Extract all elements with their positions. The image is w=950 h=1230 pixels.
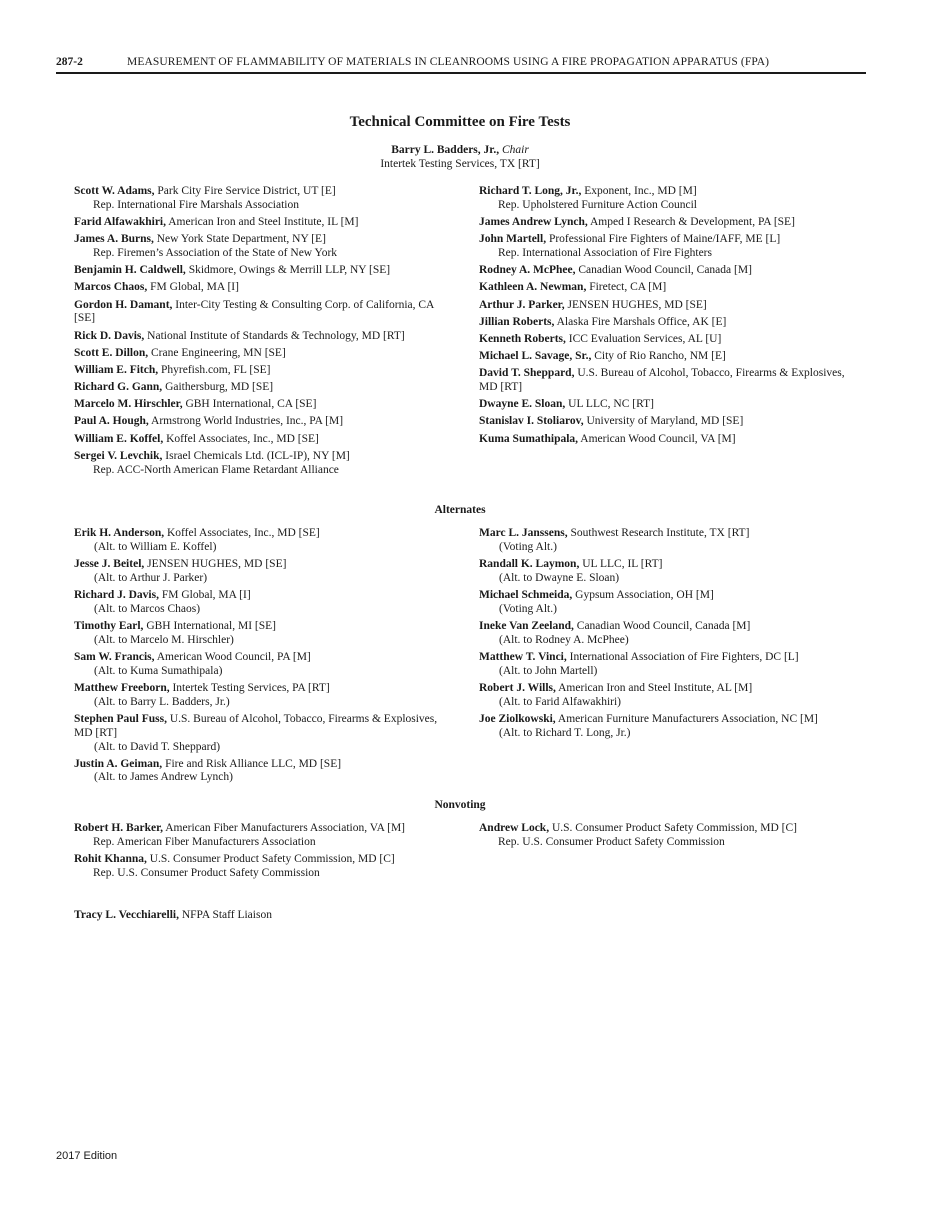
- person-affiliation: Exponent, Inc., MD [M]: [581, 185, 697, 197]
- roster-entry: [74, 330, 454, 344]
- person-affiliation: FM Global, MA [I]: [147, 281, 239, 294]
- edition-footer: 2017 Edition: [56, 1150, 118, 1162]
- staff-liaison: [74, 909, 454, 926]
- person-affiliation: Canadian Wood Council, Canada [M]: [575, 264, 752, 277]
- roster-entry: [479, 433, 859, 447]
- person-affiliation: Park City Fire Service District, UT [E]: [154, 185, 336, 197]
- chair-role: Chair: [501, 144, 529, 156]
- roster-entry: [74, 364, 454, 378]
- person-name: William E. Koffel,: [74, 432, 164, 445]
- person-name: Matthew Freeborn,: [74, 681, 170, 694]
- person-affiliation: Phyrefish.com, FL [SE]: [158, 363, 271, 376]
- roster-entry: [74, 264, 454, 278]
- roster-entry: [479, 216, 859, 230]
- person-representation: Rep. Upholstered Furniture Action Council: [498, 198, 697, 211]
- roster-entry: [74, 713, 454, 754]
- person-name: John Martell,: [479, 233, 547, 246]
- roster-entry: [479, 185, 859, 213]
- roster-entry: [74, 347, 454, 361]
- person-affiliation: U.S. Consumer Product Safety Commission, MD [C]: [549, 822, 797, 834]
- chair-name: Barry L. Badders, Jr.,: [391, 144, 500, 156]
- roster-entry: [479, 398, 859, 412]
- person-affiliation: Fire and Risk Alliance LLC, MD [SE]: [162, 757, 342, 770]
- roster-entry: [74, 216, 454, 230]
- person-name: Jesse J. Beitel,: [74, 557, 145, 570]
- roster-entry: [74, 589, 454, 617]
- person-affiliation: Gypsum Association, OH [M]: [572, 588, 714, 601]
- page-header: [56, 54, 866, 74]
- person-representation: (Alt. to Dwayne E. Sloan): [499, 571, 620, 584]
- person-name: Kuma Sumathipala,: [479, 432, 579, 445]
- person-name: Richard J. Davis,: [74, 588, 159, 601]
- person-affiliation: Armstrong World Industries, Inc., PA [M]: [148, 415, 344, 428]
- roster-entry: [74, 758, 454, 786]
- roster-entry: [74, 450, 454, 478]
- roster-entry: [479, 713, 859, 741]
- person-affiliation: American Fiber Manufacturers Association, VA [M]: [163, 822, 406, 834]
- person-affiliation: Inter-City Testing & Consulting Corp. of California, CA [SE]: [74, 298, 434, 325]
- person-representation: (Alt. to Marcos Chaos): [94, 602, 201, 615]
- roster-entry: [74, 281, 454, 295]
- nonvoting-left: [74, 822, 454, 884]
- person-name: Rohit Khanna,: [74, 852, 147, 865]
- committee-title: Technical Committee on Fire Tests: [349, 114, 571, 130]
- person-affiliation: Amped I Research & Development, PA [SE]: [587, 215, 795, 228]
- person-name: Rodney A. McPhee,: [479, 264, 576, 277]
- person-affiliation: Israel Chemicals Ltd. (ICL-IP), NY [M]: [162, 449, 350, 462]
- person-name: Robert H. Barker,: [74, 822, 164, 834]
- person-name: Dwayne E. Sloan,: [479, 398, 566, 411]
- person-name: Matthew T. Vinci,: [479, 650, 567, 663]
- alternates-heading: Alternates: [434, 504, 486, 516]
- person-representation: (Alt. to David T. Sheppard): [94, 740, 221, 753]
- roster-entry: [74, 185, 454, 213]
- roster-entry: [74, 415, 454, 429]
- roster-entry: [479, 367, 859, 395]
- person-name: Randall K. Laymon,: [479, 557, 580, 570]
- roster-entry: [479, 264, 859, 278]
- person-affiliation: FM Global, MA [I]: [158, 588, 251, 601]
- roster-entry: [479, 558, 859, 586]
- person-representation: (Voting Alt.): [499, 540, 557, 553]
- person-name: Timothy Earl,: [74, 619, 144, 632]
- person-representation: Rep. U.S. Consumer Product Safety Commission: [93, 866, 320, 879]
- alternates-right: [479, 527, 859, 744]
- roster-entry: [74, 682, 454, 710]
- person-name: Farid Alfawakhiri,: [74, 215, 167, 228]
- person-name: Robert J. Wills,: [479, 681, 556, 694]
- roster-entry: [74, 527, 454, 555]
- person-affiliation: Professional Fire Fighters of Maine/IAFF, ME [L]: [546, 233, 781, 246]
- roster-entry: [74, 651, 454, 679]
- person-representation: Rep. ACC-North American Flame Retardant Alliance: [93, 463, 339, 476]
- person-name: David T. Sheppard,: [479, 367, 575, 380]
- person-affiliation: JENSEN HUGHES, MD [SE]: [144, 557, 287, 570]
- roster-entry: [74, 822, 454, 850]
- person-name: Marc L. Janssens,: [479, 527, 568, 539]
- person-affiliation: Gaithersburg, MD [SE]: [162, 381, 274, 394]
- person-representation: Rep. Firemen’s Association of the State of New York: [93, 246, 338, 259]
- roster-entry: [479, 620, 859, 648]
- roster-entry: [74, 558, 454, 586]
- person-affiliation: New York State Department, NY [E]: [153, 233, 326, 246]
- person-affiliation: GBH International, CA [SE]: [182, 398, 317, 411]
- person-name: Kenneth Roberts,: [479, 332, 566, 345]
- person-affiliation: Intertek Testing Services, PA [RT]: [169, 681, 330, 694]
- nonvoting-right: [479, 822, 859, 853]
- person-name: Ineke Van Zeeland,: [479, 619, 574, 632]
- roster-entry: [74, 233, 454, 261]
- roster-entry: [479, 281, 859, 295]
- person-affiliation: Koffel Associates, Inc., MD [SE]: [163, 432, 319, 445]
- person-name: Rick D. Davis,: [74, 329, 145, 342]
- person-affiliation: American Iron and Steel Institute, AL [M]: [555, 681, 753, 694]
- person-name: Stephen Paul Fuss,: [74, 712, 167, 725]
- person-name: Gordon H. Damant,: [74, 298, 173, 311]
- person-name: James Andrew Lynch,: [479, 215, 588, 228]
- roster-entry: [479, 233, 859, 261]
- person-representation: (Alt. to John Martell): [499, 664, 598, 677]
- person-affiliation: City of Rio Rancho, NM [E]: [591, 350, 726, 363]
- person-representation: (Alt. to Rodney A. McPhee): [499, 633, 629, 646]
- roster-entry: [479, 299, 859, 313]
- roster-entry: [479, 333, 859, 347]
- person-affiliation: Koffel Associates, Inc., MD [SE]: [164, 527, 320, 539]
- person-affiliation: Canadian Wood Council, Canada [M]: [573, 619, 751, 632]
- person-name: Sam W. Francis,: [74, 650, 155, 663]
- staff-liaison-entry: [74, 909, 454, 923]
- person-name: Michael Schmeida,: [479, 588, 573, 601]
- person-affiliation: ICC Evaluation Services, AL [U]: [565, 332, 722, 345]
- roster-entry: [74, 433, 454, 447]
- person-affiliation: U.S. Consumer Product Safety Commission, MD [C]: [146, 852, 395, 865]
- person-affiliation: U.S. Bureau of Alcohol, Tobacco, Firearms & Explosives, MD [RT]: [479, 367, 845, 394]
- person-name: Kathleen A. Newman,: [479, 281, 587, 294]
- person-representation: (Alt. to James Andrew Lynch): [94, 771, 233, 784]
- person-name: Richard T. Long, Jr.,: [479, 185, 582, 197]
- person-representation: Rep. International Fire Marshals Association: [93, 198, 300, 211]
- person-affiliation: American Wood Council, VA [M]: [578, 432, 736, 445]
- person-name: Marcos Chaos,: [74, 281, 148, 294]
- person-representation: (Alt. to Richard T. Long, Jr.): [499, 726, 631, 739]
- person-affiliation: U.S. Bureau of Alcohol, Tobacco, Firearms & Explosives, MD [RT]: [74, 712, 438, 739]
- person-representation: Rep. American Fiber Manufacturers Association: [93, 835, 316, 848]
- person-representation: (Alt. to Barry L. Badders, Jr.): [94, 695, 230, 708]
- roster-entry: [479, 316, 859, 330]
- person-affiliation: GBH International, MI [SE]: [143, 619, 276, 632]
- roster-entry: [74, 381, 454, 395]
- person-affiliation: Alaska Fire Marshals Office, AK [E]: [554, 315, 727, 328]
- chair-block: [0, 143, 920, 171]
- person-affiliation: Firetect, CA [M]: [586, 281, 667, 294]
- running-title: MEASUREMENT OF FLAMMABILITY OF MATERIALS IN CLEANROOMS USING A FIRE PROPAGATION APPARATUS (FPA): [127, 56, 770, 68]
- person-representation: (Alt. to Arthur J. Parker): [94, 571, 208, 584]
- roster-entry: [479, 682, 859, 710]
- person-name: Stanislav I. Stoliarov,: [479, 415, 584, 428]
- members-right: [479, 185, 859, 450]
- person-affiliation: University of Maryland, MD [SE]: [583, 415, 744, 428]
- person-affiliation: UL LLC, NC [RT]: [565, 398, 654, 411]
- roster-entry: [479, 822, 859, 850]
- person-name: Jillian Roberts,: [479, 315, 555, 328]
- chair-affiliation: Intertek Testing Services, TX [RT]: [380, 158, 540, 170]
- alternates-left: [74, 527, 454, 789]
- person-name: Justin A. Geiman,: [74, 757, 163, 770]
- person-representation: (Alt. to Marcelo M. Hirschler): [94, 633, 234, 646]
- person-affiliation: National Institute of Standards & Technology, MD [RT]: [144, 329, 405, 342]
- nonvoting-heading: Nonvoting: [434, 799, 486, 811]
- person-affiliation: International Association of Fire Fighters, DC [L]: [566, 650, 799, 663]
- page-number: 287-2: [56, 56, 83, 68]
- staff-liaison-text: NFPA Staff Liaison: [178, 909, 272, 921]
- person-affiliation: Crane Engineering, MN [SE]: [148, 346, 286, 359]
- person-affiliation: Southwest Research Institute, TX [RT]: [567, 527, 750, 539]
- person-name: James A. Burns,: [74, 233, 154, 246]
- person-name: Andrew Lock,: [479, 822, 550, 834]
- person-name: William E. Fitch,: [74, 363, 159, 376]
- person-name: Benjamin H. Caldwell,: [74, 264, 186, 277]
- roster-entry: [479, 350, 859, 364]
- roster-entry: [479, 415, 859, 429]
- person-name: Richard G. Gann,: [74, 381, 163, 394]
- roster-entry: [479, 589, 859, 617]
- person-name: Scott W. Adams,: [74, 185, 155, 197]
- person-name: Arthur J. Parker,: [479, 298, 565, 311]
- roster-entry: [74, 299, 454, 327]
- person-name: Scott E. Dillon,: [74, 346, 149, 359]
- staff-liaison-name: Tracy L. Vecchiarelli,: [74, 909, 179, 921]
- person-affiliation: American Iron and Steel Institute, IL [M]: [166, 215, 359, 228]
- roster-entry: [74, 853, 454, 881]
- person-name: Erik H. Anderson,: [74, 527, 165, 539]
- person-name: Sergei V. Levchik,: [74, 449, 163, 462]
- members-left: [74, 185, 454, 481]
- person-affiliation: American Furniture Manufacturers Association, NC [M]: [555, 712, 818, 725]
- person-name: Marcelo M. Hirschler,: [74, 398, 183, 411]
- person-representation: (Alt. to William E. Koffel): [94, 540, 217, 553]
- person-representation: (Voting Alt.): [499, 602, 557, 615]
- person-name: Joe Ziolkowski,: [479, 712, 556, 725]
- person-affiliation: American Wood Council, PA [M]: [154, 650, 311, 663]
- roster-entry: [479, 651, 859, 679]
- person-name: Paul A. Hough,: [74, 415, 149, 428]
- person-name: Michael L. Savage, Sr.,: [479, 350, 592, 363]
- person-representation: (Alt. to Farid Alfawakhiri): [499, 695, 622, 708]
- person-representation: Rep. International Association of Fire Fighters: [498, 246, 712, 259]
- roster-entry: [479, 527, 859, 555]
- person-representation: Rep. U.S. Consumer Product Safety Commission: [498, 835, 725, 848]
- person-affiliation: JENSEN HUGHES, MD [SE]: [564, 298, 707, 311]
- roster-entry: [74, 620, 454, 648]
- person-affiliation: UL LLC, IL [RT]: [579, 557, 663, 570]
- roster-entry: [74, 398, 454, 412]
- person-representation: (Alt. to Kuma Sumathipala): [94, 664, 223, 677]
- person-affiliation: Skidmore, Owings & Merrill LLP, NY [SE]: [185, 264, 391, 277]
